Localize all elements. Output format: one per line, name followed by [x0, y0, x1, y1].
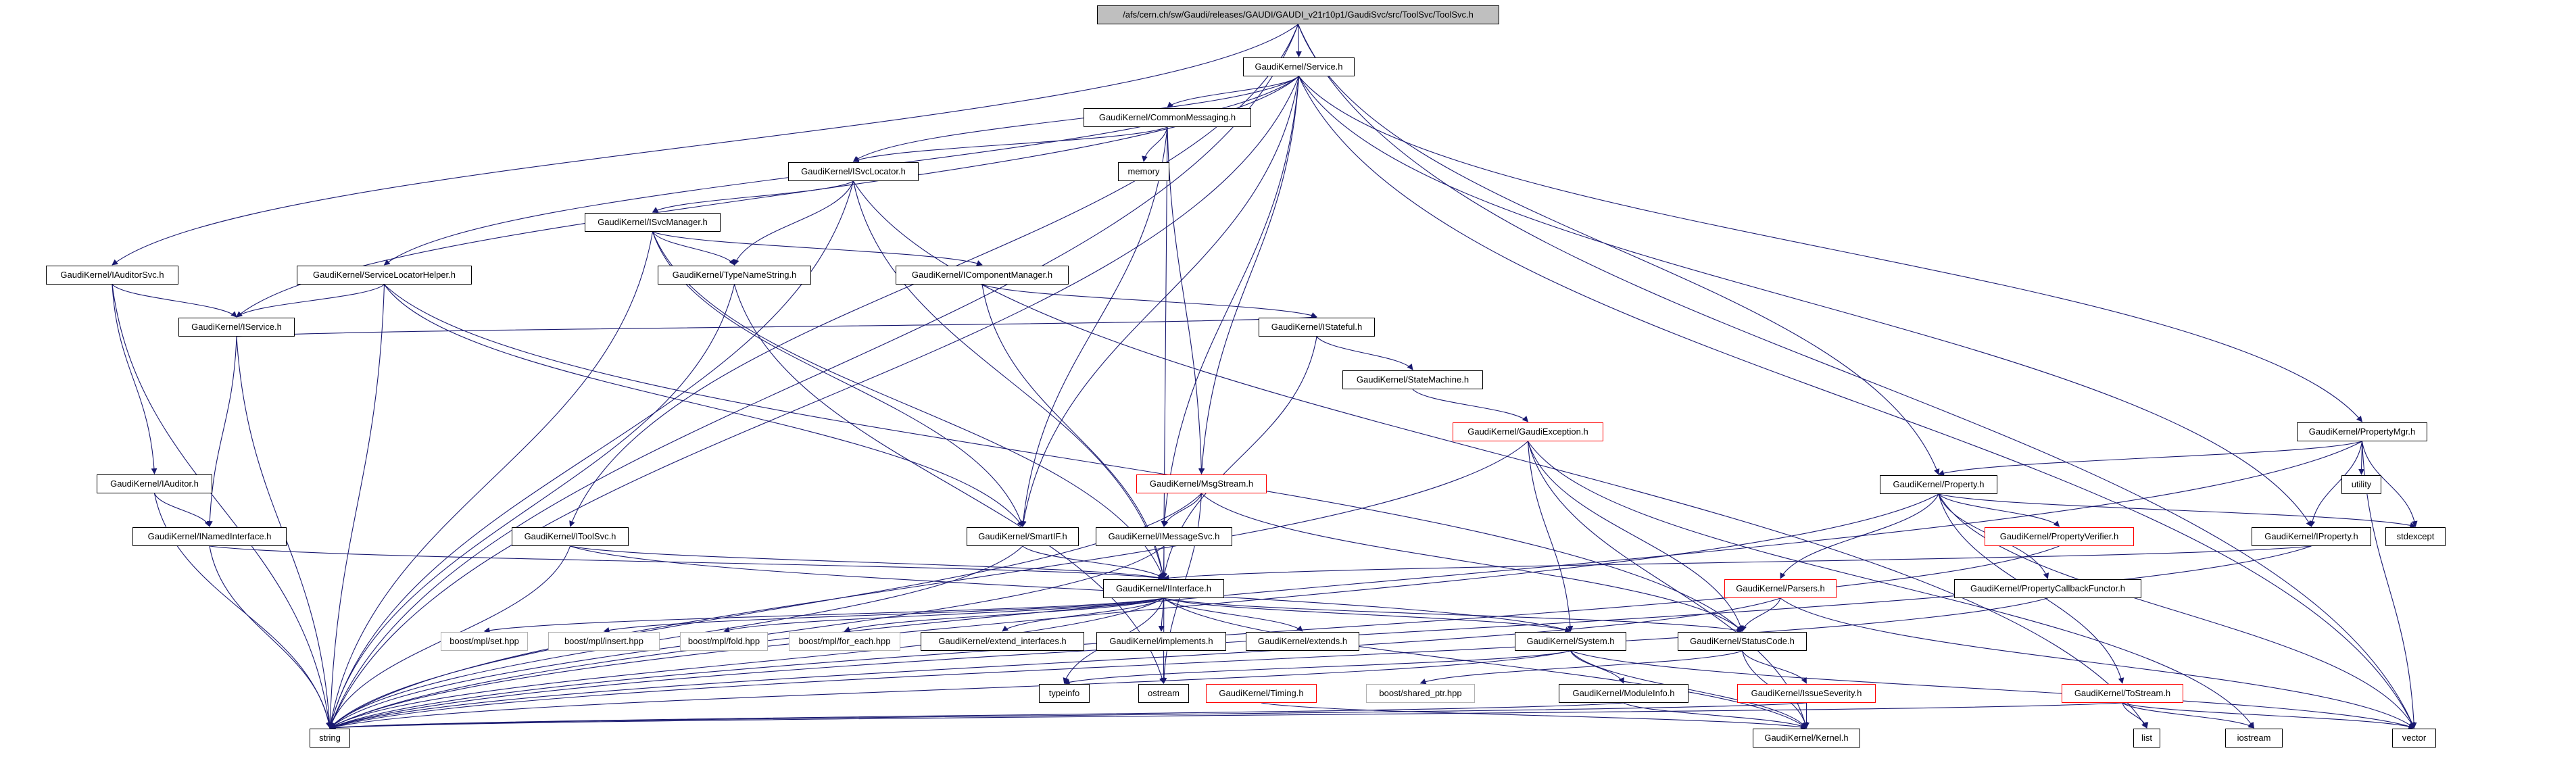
edge-propertycallbackfunctor-to-string — [330, 598, 2048, 728]
edge-gaudiexception-to-system — [1528, 441, 1571, 631]
graph-node-kernel[interactable]: GaudiKernel/Kernel.h — [1753, 729, 1860, 748]
edge-propertymgr-to-property — [1939, 441, 2362, 474]
edge-property-to-stdexcept — [1939, 494, 2416, 527]
graph-node-imessagesvc[interactable]: GaudiKernel/IMessageSvc.h — [1096, 527, 1232, 546]
edge-inamedinterface-to-iinterface — [210, 546, 1164, 579]
graph-node-itoolsvc[interactable]: GaudiKernel/IToolSvc.h — [512, 527, 629, 546]
graph-node-timing[interactable]: GaudiKernel/Timing.h — [1206, 684, 1317, 703]
graph-node-propertycallbackfunctor[interactable]: GaudiKernel/PropertyCallbackFunctor.h — [1954, 579, 2141, 598]
graph-node-propertymgr[interactable]: GaudiKernel/PropertyMgr.h — [2297, 422, 2427, 441]
edge-service-to-msgstream — [1202, 76, 1299, 474]
edge-parsers-to-string — [330, 598, 1780, 728]
graph-node-typenamestring[interactable]: GaudiKernel/TypeNameString.h — [658, 266, 811, 285]
edge-iservice-to-istateful — [237, 317, 1317, 337]
edge-iinterface-to-string — [330, 598, 1164, 728]
edge-isvclocator-to-typenamestring — [735, 181, 854, 265]
graph-node-implements[interactable]: GaudiKernel/implements.h — [1096, 632, 1226, 651]
edge-inamedinterface-to-string — [210, 546, 330, 728]
graph-node-utility: utility — [2341, 475, 2381, 494]
edge-imessagesvc-to-ostream — [1164, 546, 1165, 683]
graph-node-mpl_for_each: boost/mpl/for_each.hpp — [789, 632, 900, 651]
edge-property-to-propertyverifier — [1939, 494, 2060, 527]
graph-node-property[interactable]: GaudiKernel/Property.h — [1880, 475, 1997, 494]
graph-node-iauditor[interactable]: GaudiKernel/IAuditor.h — [97, 474, 212, 493]
graph-node-iinterface[interactable]: GaudiKernel/IInterface.h — [1103, 579, 1224, 598]
edge-isvcmanager-to-typenamestring — [653, 232, 735, 265]
graph-node-typeinfo: typeinfo — [1039, 684, 1090, 703]
graph-node-msgstream[interactable]: GaudiKernel/MsgStream.h — [1136, 474, 1267, 493]
graph-node-mpl_set: boost/mpl/set.hpp — [441, 632, 528, 651]
edge-toolsvc-to-string — [330, 24, 1298, 728]
graph-node-icomponentmanager[interactable]: GaudiKernel/IComponentManager.h — [896, 266, 1069, 285]
graph-node-vector: vector — [2392, 729, 2436, 748]
edge-msgstream-to-statuscode — [1202, 493, 1743, 631]
edge-servicelocatorhelper-to-statuscode — [385, 285, 1743, 631]
graph-node-shared_ptr: boost/shared_ptr.hpp — [1366, 684, 1475, 703]
edge-statuscode-to-issueseverity — [1743, 651, 1807, 683]
edge-tostream-to-vector — [2122, 703, 2414, 728]
graph-node-isvclocator[interactable]: GaudiKernel/ISvcLocator.h — [788, 162, 919, 181]
graph-node-smartif[interactable]: GaudiKernel/SmartIF.h — [967, 527, 1079, 546]
edge-toolsvc-to-property — [1298, 24, 1939, 474]
graph-node-ostream: ostream — [1138, 684, 1189, 703]
edge-service-to-vector — [1299, 76, 2414, 728]
edge-isvclocator-to-isvcmanager — [653, 181, 854, 212]
edge-gaudiexception-to-statuscode — [1528, 441, 1743, 631]
graph-node-iservice[interactable]: GaudiKernel/IService.h — [178, 318, 295, 337]
edge-iauditor-to-inamedinterface — [155, 493, 210, 527]
edge-servicelocatorhelper-to-iservice — [237, 285, 385, 317]
edge-iauditorsvc-to-iauditor — [112, 285, 155, 474]
graph-node-commonmessaging[interactable]: GaudiKernel/CommonMessaging.h — [1084, 108, 1251, 127]
graph-node-stdexcept: stdexcept — [2385, 527, 2446, 546]
graph-node-toolsvc: /afs/cern.ch/sw/Gaudi/releases/GAUDI/GAUDI_v21r10p1/GaudiSvc/src/ToolSvc/ToolSvc.h — [1097, 5, 1499, 24]
graph-node-mpl_insert: boost/mpl/insert.hpp — [548, 632, 660, 651]
graph-node-isvcmanager[interactable]: GaudiKernel/ISvcManager.h — [585, 213, 721, 232]
edge-iauditorsvc-to-string — [112, 285, 330, 728]
graph-node-tostream[interactable]: GaudiKernel/ToStream.h — [2062, 684, 2183, 703]
graph-node-parsers[interactable]: GaudiKernel/Parsers.h — [1724, 579, 1837, 598]
edge-isvcmanager-to-string — [330, 232, 653, 728]
edge-typenamestring-to-string — [330, 285, 735, 728]
edge-toolsvc-to-service — [1298, 24, 1299, 57]
graph-node-issueseverity[interactable]: GaudiKernel/IssueSeverity.h — [1737, 684, 1876, 703]
graph-node-servicelocatorhelper[interactable]: GaudiKernel/ServiceLocatorHelper.h — [297, 266, 472, 285]
edge-commonmessaging-to-smartif — [1023, 127, 1167, 527]
graph-node-mpl_fold: boost/mpl/fold.hpp — [680, 632, 768, 651]
edge-iinterface-to-mpl_fold — [724, 598, 1164, 631]
edge-iinterface-to-statuscode — [1164, 598, 1743, 631]
edge-iproperty-to-iinterface — [1164, 546, 2312, 579]
edge-system-to-typeinfo — [1065, 651, 1571, 683]
edge-service-to-iproperty — [1299, 76, 2312, 527]
graph-node-iostream: iostream — [2225, 729, 2283, 748]
graph-node-string: string — [310, 729, 350, 748]
edge-isvcmanager-to-icomponentmanager — [653, 232, 983, 265]
graph-node-memory: memory — [1118, 162, 1169, 181]
edge-iauditorsvc-to-iservice — [112, 285, 237, 317]
edge-statuscode-to-shared_ptr — [1421, 651, 1743, 683]
graph-node-system[interactable]: GaudiKernel/System.h — [1515, 632, 1626, 651]
graph-node-iauditorsvc[interactable]: GaudiKernel/IAuditorSvc.h — [46, 266, 178, 285]
edge-moduleinfo-to-string — [330, 703, 1624, 728]
graph-node-extend_interfaces[interactable]: GaudiKernel/extend_interfaces.h — [921, 632, 1084, 651]
graph-node-gaudiexception[interactable]: GaudiKernel/GaudiException.h — [1453, 422, 1603, 441]
graph-node-statuscode[interactable]: GaudiKernel/StatusCode.h — [1678, 632, 1807, 651]
graph-node-propertyverifier[interactable]: GaudiKernel/PropertyVerifier.h — [1985, 527, 2134, 546]
edge-property-to-parsers — [1780, 494, 1939, 579]
edge-icomponentmanager-to-istateful — [982, 285, 1317, 317]
graph-node-moduleinfo[interactable]: GaudiKernel/ModuleInfo.h — [1559, 684, 1688, 703]
graph-node-inamedinterface[interactable]: GaudiKernel/INamedInterface.h — [132, 527, 287, 546]
edge-iservice-to-inamedinterface — [210, 337, 237, 527]
graph-node-iproperty[interactable]: GaudiKernel/IProperty.h — [2252, 527, 2371, 546]
graph-node-statemachine[interactable]: GaudiKernel/StateMachine.h — [1342, 370, 1483, 389]
graph-node-extends[interactable]: GaudiKernel/extends.h — [1246, 632, 1359, 651]
graph-node-list: list — [2133, 729, 2160, 748]
edge-iinterface-to-mpl_insert — [604, 598, 1164, 631]
edge-iinterface-to-extends — [1164, 598, 1303, 631]
edge-commonmessaging-to-isvclocator — [854, 127, 1168, 162]
edge-statemachine-to-gaudiexception — [1413, 389, 1528, 422]
graph-node-service[interactable]: GaudiKernel/Service.h — [1243, 57, 1355, 76]
edge-service-to-imessagesvc — [1164, 76, 1299, 527]
graph-node-istateful[interactable]: GaudiKernel/IStateful.h — [1259, 318, 1375, 337]
edge-tostream-to-string — [330, 703, 2122, 728]
edge-service-to-commonmessaging — [1167, 76, 1299, 107]
edge-commonmessaging-to-msgstream — [1167, 127, 1202, 474]
edge-istateful-to-statemachine — [1317, 337, 1413, 370]
